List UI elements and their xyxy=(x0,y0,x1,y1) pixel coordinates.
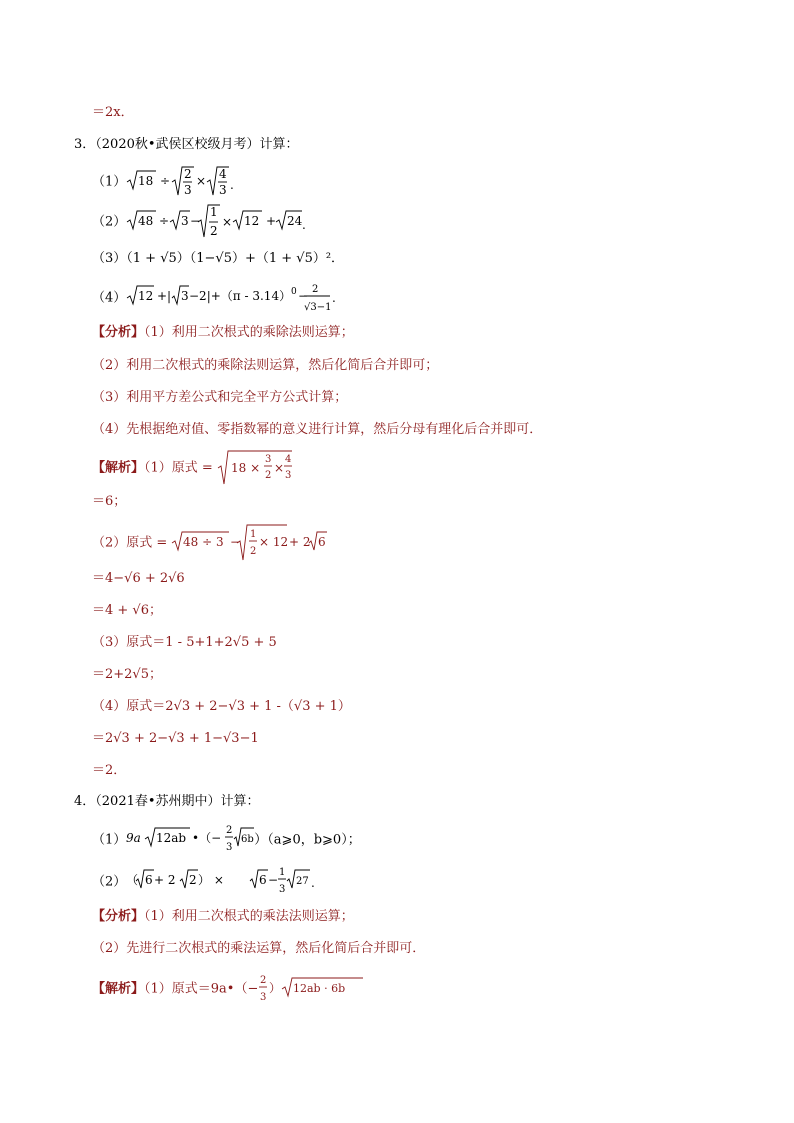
operator: − xyxy=(298,289,309,303)
operator: +| xyxy=(157,289,172,303)
q3-result-2a: ＝4−√6 + 2√6 xyxy=(92,571,185,586)
numerator: 2 xyxy=(184,167,192,181)
formula xyxy=(217,450,297,486)
part-label: （4） xyxy=(92,290,127,306)
operator: + 2 xyxy=(289,535,311,549)
q3-part-3: （3）（1 + √5）（1−√5）+（1 + √5）²． xyxy=(92,251,345,266)
question-4-heading: 4．（2021春•苏州期中）计算： xyxy=(74,794,260,809)
denominator: 2 xyxy=(250,546,257,557)
analysis-tag: 【分析】 xyxy=(92,325,145,340)
q3-result-4b: ＝2． xyxy=(92,763,127,778)
expression: 18 × xyxy=(230,461,261,475)
radicand: 12ab · 6b xyxy=(293,982,346,995)
denominator: 2 xyxy=(210,224,218,238)
analysis-tag: 【分析】 xyxy=(92,909,145,924)
radicand: 6 xyxy=(259,873,267,887)
coefficient: 9a xyxy=(126,831,142,845)
radicand: 48 xyxy=(138,214,154,228)
q3-analysis-3: （3）利用平方差公式和完全平方公式计算； xyxy=(92,390,348,405)
operator: − xyxy=(190,214,201,228)
radicand: 18 xyxy=(138,174,154,188)
operator: ） × xyxy=(198,873,225,887)
q3-solution-3: （3）原式＝1 - 5+1+2√5 + 5 xyxy=(92,635,277,650)
q3-result-3: ＝2+2√5； xyxy=(92,667,162,682)
q3-part-2 xyxy=(92,204,306,240)
q4-part-1 xyxy=(92,822,361,858)
numerator: 1 xyxy=(279,867,286,878)
denominator: 2 xyxy=(264,470,272,481)
result-line: ＝2x． xyxy=(92,105,134,120)
period: . xyxy=(230,178,235,192)
operator: × xyxy=(196,174,207,188)
q3-analysis-2: （2）利用二次根式的乘除法则运算，然后化简后合并即可； xyxy=(92,358,439,373)
denominator: √3−1 xyxy=(304,302,332,313)
operator: × xyxy=(222,215,233,229)
close-paren: ） xyxy=(254,832,268,848)
q3-solution-2 xyxy=(92,524,331,562)
solution-tag: 【解析】 xyxy=(92,460,145,476)
numerator: 2 xyxy=(260,975,267,986)
expression: −2|+（π - 3.14） xyxy=(189,289,292,303)
solution-label: （1）原式 = xyxy=(144,460,213,476)
operator: •（− xyxy=(192,831,222,845)
formula xyxy=(126,165,236,199)
part-label: （2） xyxy=(92,214,127,230)
q3-result-4a: ＝2√3 + 2−√3 + 1−√3−1 xyxy=(92,731,259,746)
part-label: （1） xyxy=(92,832,127,848)
radicand: 6b xyxy=(241,834,255,845)
question-3-heading: 3．（2020秋•武侯区校级月考）计算： xyxy=(74,137,299,152)
expression: × 12 xyxy=(259,535,289,549)
radicand: 12 xyxy=(244,214,260,228)
numerator: 3 xyxy=(264,454,272,465)
operator: × xyxy=(273,461,285,475)
q3-result-2b: ＝4 + √6； xyxy=(92,603,162,618)
operator: ÷ xyxy=(159,214,170,228)
denominator: 3 xyxy=(226,842,233,853)
operator: + xyxy=(266,214,277,228)
numerator: 4 xyxy=(219,167,227,181)
formula xyxy=(126,280,346,316)
q3-part-4 xyxy=(92,280,346,316)
open-paren: （ xyxy=(126,873,139,887)
radicand: 6 xyxy=(145,873,153,887)
q3-analysis-1 xyxy=(92,326,354,339)
q4-analysis-2: （2）先进行二次根式的乘法运算，然后化简后合并即可． xyxy=(92,941,426,956)
denominator: 3 xyxy=(279,884,286,895)
close-paren: ） xyxy=(269,981,282,995)
radicand: 24 xyxy=(287,214,303,228)
operator: − xyxy=(230,535,241,549)
q3-solution-4: （4）原式＝2√3 + 2−√3 + 1 -（√3 + 1） xyxy=(92,699,351,714)
solution-tag: 【解析】 xyxy=(92,981,145,997)
solution-label: （1）原式＝9a•（− xyxy=(144,981,259,997)
numerator: 2 xyxy=(312,284,319,295)
denominator: 3 xyxy=(184,183,192,197)
period: . xyxy=(302,218,307,232)
formula xyxy=(126,864,316,900)
numerator: 2 xyxy=(226,825,233,836)
denominator: 3 xyxy=(260,992,267,1003)
q3-solution-1 xyxy=(92,450,297,486)
q3-analysis-4: （4）先根据绝对值、零指数幂的意义进行计算，然后分母有理化后合并即可． xyxy=(92,422,543,437)
formula xyxy=(126,204,306,240)
condition: （a⩾0，b⩾0）； xyxy=(267,832,361,848)
radicand: 2 xyxy=(189,873,197,887)
numerator: 4 xyxy=(284,454,292,465)
radicand: 12ab xyxy=(156,831,187,845)
part-label: （2） xyxy=(92,874,127,890)
q3-part-1 xyxy=(92,165,236,199)
exponent: 0 xyxy=(291,287,298,297)
denominator: 3 xyxy=(219,183,227,197)
q3-result-1: ＝6； xyxy=(92,494,127,509)
q4-part-2 xyxy=(92,864,316,900)
period: . xyxy=(311,876,316,890)
radicand: 6 xyxy=(318,535,327,549)
radicand: 3 xyxy=(181,214,189,228)
denominator: 3 xyxy=(284,470,292,481)
numerator: 1 xyxy=(210,205,218,219)
q4-analysis-1 xyxy=(92,910,354,923)
q4-solution-1 xyxy=(92,972,368,1006)
radicand: 27 xyxy=(296,876,310,887)
analysis-text: （1）利用二次根式的乘除法则运算； xyxy=(144,325,354,340)
formula xyxy=(171,524,331,562)
radicand: 48 ÷ 3 xyxy=(183,535,225,549)
operator: ÷ xyxy=(160,174,171,188)
operator: − xyxy=(268,873,279,887)
part-label: （1） xyxy=(92,174,127,190)
analysis-text: （1）利用二次根式的乘法法则运算； xyxy=(144,909,354,924)
radicand: 12 xyxy=(138,289,154,303)
expression: + 2 xyxy=(154,873,176,887)
formula xyxy=(126,822,254,858)
numerator: 1 xyxy=(250,529,257,540)
radicand: 3 xyxy=(181,289,189,303)
formula xyxy=(258,972,368,1006)
period: . xyxy=(332,291,337,305)
solution-label: （2）原式 = xyxy=(92,535,168,551)
